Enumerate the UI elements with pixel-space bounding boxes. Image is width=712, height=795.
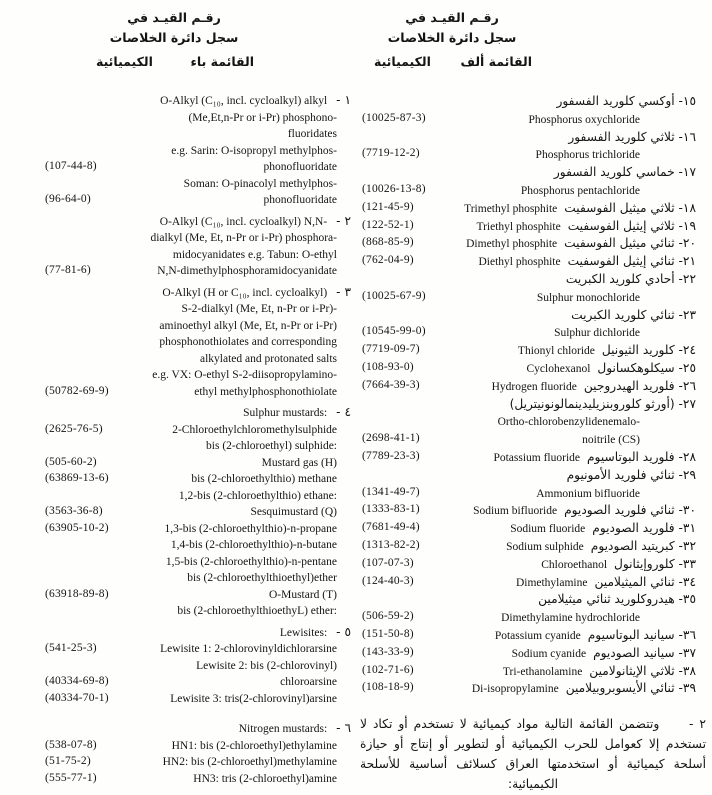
chemical-name-en: midocyanidates e.g. Tabun: O-ethyl bbox=[172, 248, 337, 261]
list-b-line bbox=[0, 175, 356, 192]
list-b-line bbox=[0, 383, 356, 400]
list-b-line bbox=[0, 503, 356, 520]
chemical-name-ar: ٢٤- كلوريد الثيونيل bbox=[601, 343, 696, 358]
cas-header-line2: سجل دائرة الخلاصات bbox=[387, 30, 517, 45]
cas-number: (63869-13-6) bbox=[45, 472, 109, 484]
list-a-line bbox=[356, 679, 706, 697]
chemical-name-en: Lewisite 3: tris(2-chlorovinyl)arsine bbox=[170, 692, 337, 705]
chemical-name-ar: ١٥- أوكسي كلوريد الفسفور bbox=[556, 94, 696, 108]
chemical-name-en: Sodium bifluoride bbox=[473, 505, 558, 518]
list-a-line bbox=[356, 359, 706, 377]
cas-number: (1313-82-2) bbox=[362, 538, 420, 551]
list-a-line bbox=[356, 626, 706, 644]
cas-number: (2625-76-5) bbox=[45, 422, 103, 435]
chemical-name-en: Soman: O-pinacolyl methylphos- bbox=[183, 177, 337, 190]
list-b-column bbox=[0, 92, 356, 786]
chemical-name-en: Thionyl chloride bbox=[517, 345, 595, 358]
cas-number: (7719-09-7) bbox=[362, 343, 420, 356]
item-number: ٢ - bbox=[336, 213, 351, 228]
list-a-line bbox=[356, 110, 706, 128]
chemical-name-ar: ١٧- خماسي كلوريد الفسفور bbox=[553, 165, 696, 180]
cas-number: (10025-87-3) bbox=[362, 111, 426, 124]
item-number: ١ - bbox=[336, 93, 351, 107]
list-b-line bbox=[0, 737, 356, 754]
chemical-name-en: Mustard gas (H) bbox=[261, 456, 337, 469]
list-b-line bbox=[0, 421, 356, 438]
chemical-name-en: (Me,Et,n-Pr or i-Pr) phosphono- bbox=[188, 111, 337, 124]
chemical-name-en: Sesquimustard (Q) bbox=[250, 506, 337, 518]
list-b-line bbox=[0, 553, 356, 570]
list-b-line bbox=[0, 246, 356, 263]
list-b-line bbox=[0, 92, 356, 109]
list-a-line bbox=[356, 92, 706, 110]
cas-number: (107-44-8) bbox=[45, 160, 97, 172]
chemical-name-en: Lewisite 2: bis (2-chlorovinyl) bbox=[196, 659, 337, 672]
chemical-name-en: dialkyl (Me, Et, n-Pr or i-Pr) phosphora- bbox=[150, 232, 337, 244]
list-b-line bbox=[0, 520, 356, 537]
line-content bbox=[0, 569, 356, 587]
chemical-name-en: Trimethyl phosphite bbox=[464, 202, 558, 215]
line-content bbox=[356, 270, 706, 289]
list-a-line bbox=[356, 199, 706, 217]
item-number: ٦ - bbox=[336, 721, 351, 735]
list-b-line bbox=[0, 602, 356, 619]
list-b-line bbox=[0, 300, 356, 317]
line-content bbox=[356, 395, 706, 414]
list-a-line bbox=[356, 501, 706, 519]
chemical-name-en: Lewisites: bbox=[279, 626, 328, 639]
chemical-name-en: 1,5-bis (2-chloroethylthio)-n-pentane bbox=[165, 555, 337, 568]
list-b-line bbox=[0, 673, 356, 690]
list-b-line bbox=[0, 262, 356, 279]
chemical-name-en: 1,2-bis (2-chloroethylthio) ethane: bbox=[178, 489, 337, 502]
list-a-line bbox=[356, 288, 706, 306]
chemical-name-en: Sodium cyanide bbox=[511, 647, 587, 660]
item-number: ٥ - bbox=[336, 624, 351, 639]
cas-number: (50782-69-9) bbox=[45, 384, 109, 397]
chemical-name-ar: ٢٨- فلوريد البوتاسيوم bbox=[587, 449, 696, 464]
line-content bbox=[0, 284, 356, 302]
list-b-line bbox=[0, 350, 356, 367]
list-a-line bbox=[356, 217, 706, 235]
list-a-line bbox=[356, 430, 706, 448]
line-content bbox=[0, 229, 356, 247]
chemical-name-en: bis (2-chloroethylthioethyl)ether bbox=[187, 572, 337, 584]
cas-number: (151-50-8) bbox=[362, 627, 414, 640]
chemical-name-en: Phosphorus pentachloride bbox=[520, 184, 640, 197]
chemical-name-en: e.g. VX: O-ethyl S-2-diisopropylamino- bbox=[152, 369, 337, 381]
chemical-name-en: Dimethylamine hydrochloride bbox=[501, 612, 640, 625]
chemical-name-en: Nitrogen mustards: bbox=[238, 723, 328, 735]
line-content bbox=[356, 590, 706, 609]
cas-number: (7719-12-2) bbox=[362, 147, 420, 160]
list-b-line bbox=[0, 470, 356, 487]
chemical-name-en: Tri-ethanolamine bbox=[502, 665, 583, 678]
chemical-name-en: 1,4-bis (2-chloroethylthio)-n-butane bbox=[170, 539, 337, 551]
list-b-line bbox=[0, 753, 356, 770]
chemical-name-ar: ٢٠- ثنائي ميثيل الفوسفيت bbox=[564, 236, 696, 251]
chemical-name-en: Sulphur mustards: bbox=[243, 407, 328, 419]
cas-number: (121-45-9) bbox=[362, 200, 414, 213]
cas-number: (868-85-9) bbox=[362, 236, 414, 249]
list-b-line bbox=[0, 109, 356, 126]
chemical-name-en: Diethyl phosphite bbox=[478, 256, 561, 269]
list-b-line bbox=[0, 333, 356, 350]
cas-number: (555-77-1) bbox=[45, 771, 97, 784]
list-b-line bbox=[0, 158, 356, 175]
chemical-name-en: ethyl methylphosphonothiolate bbox=[194, 385, 337, 398]
list-a-column bbox=[356, 92, 706, 697]
list-a-line bbox=[356, 484, 706, 502]
chemical-name-en: Di-isopropylamine bbox=[471, 683, 559, 696]
cas-number: (7789-23-3) bbox=[362, 449, 420, 462]
chemical-name-en: HN1: bis (2-chloroethyl)ethylamine bbox=[171, 739, 337, 752]
line-content bbox=[356, 306, 706, 325]
list-a-line bbox=[356, 234, 706, 252]
cas-number: (7681-49-4) bbox=[362, 521, 420, 534]
line-content bbox=[356, 92, 706, 111]
chemical-name-en: S-2-dialkyl (Me, Et, n-Pr or i-Pr)- bbox=[181, 303, 337, 315]
chemical-name-en: aminoethyl alkyl (Me, Et, n-Pr or i-Pr) bbox=[159, 319, 337, 332]
line-content bbox=[0, 602, 356, 620]
line-content bbox=[0, 536, 356, 554]
chemical-name-ar: ٣٠- ثنائي فلوريد الصوديوم bbox=[564, 503, 696, 518]
cas-number: (7664-39-3) bbox=[362, 378, 420, 391]
list-a-line bbox=[356, 573, 706, 591]
list-b-line bbox=[0, 690, 356, 707]
chemical-name-en: Chloroethanol bbox=[541, 558, 608, 571]
cas-number: (63905-10-2) bbox=[45, 521, 109, 534]
list-a-line bbox=[356, 323, 706, 341]
line-content bbox=[0, 213, 356, 231]
chemical-name-ar: ٣٢- كبريتيد الصوديوم bbox=[590, 538, 696, 553]
line-content bbox=[0, 720, 356, 738]
chemical-name-ar: ٢١- ثنائي إيثيل الفوسفيت bbox=[567, 254, 696, 269]
chemical-name-en: HN3: tris (2-chloroethyl)amine bbox=[193, 772, 337, 785]
list-b-line bbox=[0, 284, 356, 301]
line-content bbox=[356, 128, 706, 147]
list-a-line bbox=[356, 608, 706, 626]
list-a-line bbox=[356, 163, 706, 181]
line-content bbox=[0, 366, 356, 384]
chemical-name-ar: ٣٥- هيدروكلوريد ثنائي ميثيلامين bbox=[538, 592, 696, 607]
line-content bbox=[0, 300, 356, 318]
cas-number: (3563-36-8) bbox=[45, 505, 103, 517]
list-b-line bbox=[0, 536, 356, 553]
cas-number: (122-52-1) bbox=[362, 218, 414, 231]
line-content bbox=[356, 466, 706, 485]
list-a-line bbox=[356, 377, 706, 395]
list-b-line bbox=[0, 142, 356, 159]
chemical-name-en: Phosphorus trichloride bbox=[535, 149, 640, 162]
cas-number: (10545-99-0) bbox=[362, 325, 426, 338]
chemical-name-ar: ١٦- ثلاثي كلوريد الفسفور bbox=[568, 129, 696, 144]
line-content bbox=[356, 163, 706, 182]
list-b-line bbox=[0, 720, 356, 737]
chemical-name-en: Potassium fluoride bbox=[493, 451, 581, 464]
cas-number: (10026-13-8) bbox=[362, 182, 426, 195]
list-a-line bbox=[356, 519, 706, 537]
chemical-name-en: N,N-dimethylphosphoramidocyanidate bbox=[157, 265, 337, 277]
cas-number: (538-07-8) bbox=[45, 738, 97, 751]
line-content bbox=[0, 92, 356, 110]
chemical-column-label: الكيميائية bbox=[374, 54, 431, 69]
list-b-line bbox=[0, 640, 356, 657]
chemical-name-en: Cyclohexanol bbox=[526, 362, 591, 375]
chemical-name-en: Lewisite 1: 2-chlorovinyldichlorarsine bbox=[160, 643, 337, 655]
line-content bbox=[0, 333, 356, 351]
line-content bbox=[0, 624, 356, 642]
line-content bbox=[0, 317, 356, 335]
cas-header-line2: سجل دائرة الخلاصات bbox=[109, 30, 239, 45]
list-a-line bbox=[356, 181, 706, 199]
line-content bbox=[0, 109, 356, 127]
cas-header-line1: رقـم القيـد في bbox=[405, 10, 499, 25]
list-b-line bbox=[0, 487, 356, 504]
cas-number: (10025-67-9) bbox=[362, 289, 426, 302]
chemical-name-en: Sulphur dichloride bbox=[554, 327, 640, 340]
chemical-name-en: Triethyl phosphite bbox=[476, 220, 561, 233]
chemical-name-ar: ٣٣- كلوروإيثانول bbox=[614, 556, 696, 571]
list-a-line bbox=[356, 590, 706, 608]
list-a-line bbox=[356, 306, 706, 324]
cas-number: (505-60-2) bbox=[45, 455, 97, 468]
chemical-name-en: O-Alkyl (C₁₀, incl. cycloalkyl) alkyl bbox=[160, 95, 328, 107]
line-content bbox=[0, 657, 356, 675]
list-b-line bbox=[0, 454, 356, 471]
list-a-line bbox=[356, 466, 706, 484]
cas-number: (1341-49-7) bbox=[362, 485, 420, 498]
chemical-name-en: phonofluoridate bbox=[263, 161, 337, 173]
cas-number: (40334-69-8) bbox=[45, 675, 109, 687]
list-a-line bbox=[356, 395, 706, 413]
list-b-line bbox=[0, 437, 356, 454]
intro-paragraph-item-2: ٢ - وتتضمن القائمة التالية مواد كيميائية لا تستخدم أو تكاد لا تستخدم إلا كعوامل للحرب الكيميائية أو لتطوير أو إنتاج أو حيازة أسلحة كيميائية أو استخدمتها العراق كسلائف أساسية للأسلحة الكيميائية: bbox=[360, 717, 706, 791]
chemical-name-ar: ٣٨- ثلاثي الإيثانولامين bbox=[589, 663, 696, 678]
chemical-name-en: 1,3-bis (2-chloroethylthio)-n-propane bbox=[164, 522, 337, 535]
chemical-name-ar: ٢٢- أحادي كلوريد الكبريت bbox=[565, 271, 696, 286]
chemical-name-en: bis (2-chloroethylthioethyL) ether: bbox=[177, 605, 337, 617]
chemical-name-ar: ٢٣- ثنائي كلوريد الكبريت bbox=[571, 307, 696, 322]
chemical-name-ar: ٢٩- ثنائي فلوريد الأمونيوم bbox=[566, 467, 696, 482]
line-content bbox=[0, 175, 356, 193]
chemical-name-ar: ٢٥- سيكلوهكسانول bbox=[597, 360, 696, 375]
chemical-name-en: Sulphur monochloride bbox=[536, 291, 640, 304]
chemical-name-en: Ortho-chlorobenzylidenemalo- bbox=[497, 416, 640, 429]
list-a-line bbox=[356, 341, 706, 359]
list-a-line bbox=[356, 644, 706, 662]
cas-number: (506-59-2) bbox=[362, 610, 414, 623]
chemical-name-ar: ٣٦- سيانيد البوتاسيوم bbox=[587, 627, 696, 642]
cas-header-list-b bbox=[94, 10, 254, 69]
list-b-line bbox=[0, 229, 356, 246]
list-a-line bbox=[356, 252, 706, 270]
chemical-name-ar: ٣٩- ثنائي الأيسوبروبيلامين bbox=[565, 681, 696, 696]
line-content bbox=[0, 553, 356, 571]
chemical-name-ar: ٣١- فلوريد الصوديوم bbox=[592, 521, 696, 536]
cas-number: (51-75-2) bbox=[45, 755, 91, 767]
chemical-name-en: Phosphorus oxychloride bbox=[528, 113, 640, 126]
line-content bbox=[0, 487, 356, 505]
chemical-name-en: e.g. Sarin: O-isopropyl methylphos- bbox=[171, 144, 337, 157]
list-b-title: القائمة باء bbox=[190, 54, 254, 69]
chemical-name-en: O-Alkyl (H or C₁₀, incl. cycloalkyl) bbox=[162, 286, 328, 299]
line-content bbox=[0, 437, 356, 455]
item-number: ٤ - bbox=[336, 405, 351, 419]
cas-number: (107-07-3) bbox=[362, 556, 414, 569]
cas-number: (762-04-9) bbox=[362, 254, 414, 267]
list-b-line bbox=[0, 125, 356, 142]
list-a-line bbox=[356, 128, 706, 146]
cas-number: (1333-83-1) bbox=[362, 503, 420, 516]
chemical-name-en: Dimethyl phosphite bbox=[466, 238, 558, 251]
list-a-line bbox=[356, 555, 706, 573]
chemical-name-en: noitrile (CS) bbox=[582, 434, 640, 447]
list-b-line bbox=[0, 191, 356, 208]
list-b-line bbox=[0, 317, 356, 334]
cas-number: (108-18-9) bbox=[362, 681, 414, 694]
line-content bbox=[0, 125, 356, 143]
line-content bbox=[0, 350, 356, 368]
chemical-name-en: chloroarsine bbox=[280, 676, 337, 688]
list-b-line bbox=[0, 657, 356, 674]
chemical-name-ar: ١٩- ثلاثي إيثيل الفوسفيت bbox=[567, 218, 696, 233]
chemical-name-en: Sodium sulphide bbox=[506, 540, 584, 553]
list-b-line bbox=[0, 213, 356, 230]
line-content bbox=[0, 246, 356, 264]
cas-number: (541-25-3) bbox=[45, 642, 97, 654]
list-a-line bbox=[356, 145, 706, 163]
cas-number: (102-71-6) bbox=[362, 663, 414, 676]
chemical-column-label: الكيميائية bbox=[96, 54, 153, 69]
chemical-name-en: bis (2-chloroethylthio) methane bbox=[191, 473, 337, 485]
chemical-name-en: O-Alkyl (C₁₀, incl. cycloalkyl) N,N- bbox=[159, 215, 328, 228]
list-b-line bbox=[0, 569, 356, 586]
list-b-line bbox=[0, 586, 356, 603]
list-a-line bbox=[356, 662, 706, 680]
list-a-line bbox=[356, 270, 706, 288]
chemical-name-ar: ٣٧- سيانيد الصوديوم bbox=[593, 645, 696, 660]
cas-header-list-a bbox=[372, 10, 532, 69]
list-a-line bbox=[356, 412, 706, 430]
cas-number: (2698-41-1) bbox=[362, 432, 420, 445]
line-content bbox=[0, 142, 356, 160]
item-number: ٣ - bbox=[336, 284, 351, 299]
chemical-name-en: Dimethylamine bbox=[515, 576, 588, 589]
list-a-line bbox=[356, 448, 706, 466]
chemical-name-en: phosphonothiolates and corresponding bbox=[159, 336, 337, 348]
cas-number: (96-64-0) bbox=[45, 193, 91, 205]
cas-header-line1: رقـم القيـد في bbox=[127, 10, 221, 25]
chemical-name-en: O-Mustard (T) bbox=[268, 588, 337, 601]
chemical-name-en: fluoridates bbox=[287, 128, 337, 140]
chemical-name-ar: ٢٦- فلوريد الهيدروجين bbox=[583, 378, 696, 393]
chemical-name-en: Sodium fluoride bbox=[510, 523, 586, 536]
chemical-name-en: Potassium cyanide bbox=[494, 629, 581, 642]
list-b-line bbox=[0, 624, 356, 641]
chemical-name-ar: ٣٤- ثنائي الميثيلامين bbox=[594, 574, 696, 589]
cas-number: (108-93-0) bbox=[362, 360, 414, 373]
chemical-name-en: HN2: bis (2-chloroethyl)methylamine bbox=[162, 756, 337, 768]
chemical-name-en: bis (2-chloroethyl) sulphide: bbox=[206, 440, 337, 452]
chemical-name-en: Ammonium bifluoride bbox=[536, 487, 640, 500]
list-a-line bbox=[356, 537, 706, 555]
cas-number: (77-81-6) bbox=[45, 264, 91, 276]
list-b-line bbox=[0, 770, 356, 787]
list-b-line bbox=[0, 366, 356, 383]
chemical-name-en: Hydrogen fluoride bbox=[491, 380, 577, 393]
list-b-line bbox=[0, 404, 356, 421]
chemical-name-en: alkylated and protonated salts bbox=[199, 352, 337, 365]
chemical-name-ar: ٢٧- (أورثو كلوروبنزيليدينمالونونيتريل) bbox=[509, 396, 696, 411]
cas-number: (63918-89-8) bbox=[45, 587, 109, 600]
cas-number: (143-33-9) bbox=[362, 645, 414, 658]
cas-number: (124-40-3) bbox=[362, 574, 414, 587]
line-content bbox=[0, 404, 356, 422]
list-a-title: القائمة ألف bbox=[460, 54, 532, 69]
chemical-name-en: phonofluoridate bbox=[263, 194, 337, 206]
chemical-name-en: 2-Chloroethylchloromethylsulphide bbox=[172, 423, 337, 436]
cas-number: (40334-70-1) bbox=[45, 691, 109, 704]
chemical-name-ar: ١٨- ثلاثي ميثيل الفوسفيت bbox=[564, 200, 696, 215]
